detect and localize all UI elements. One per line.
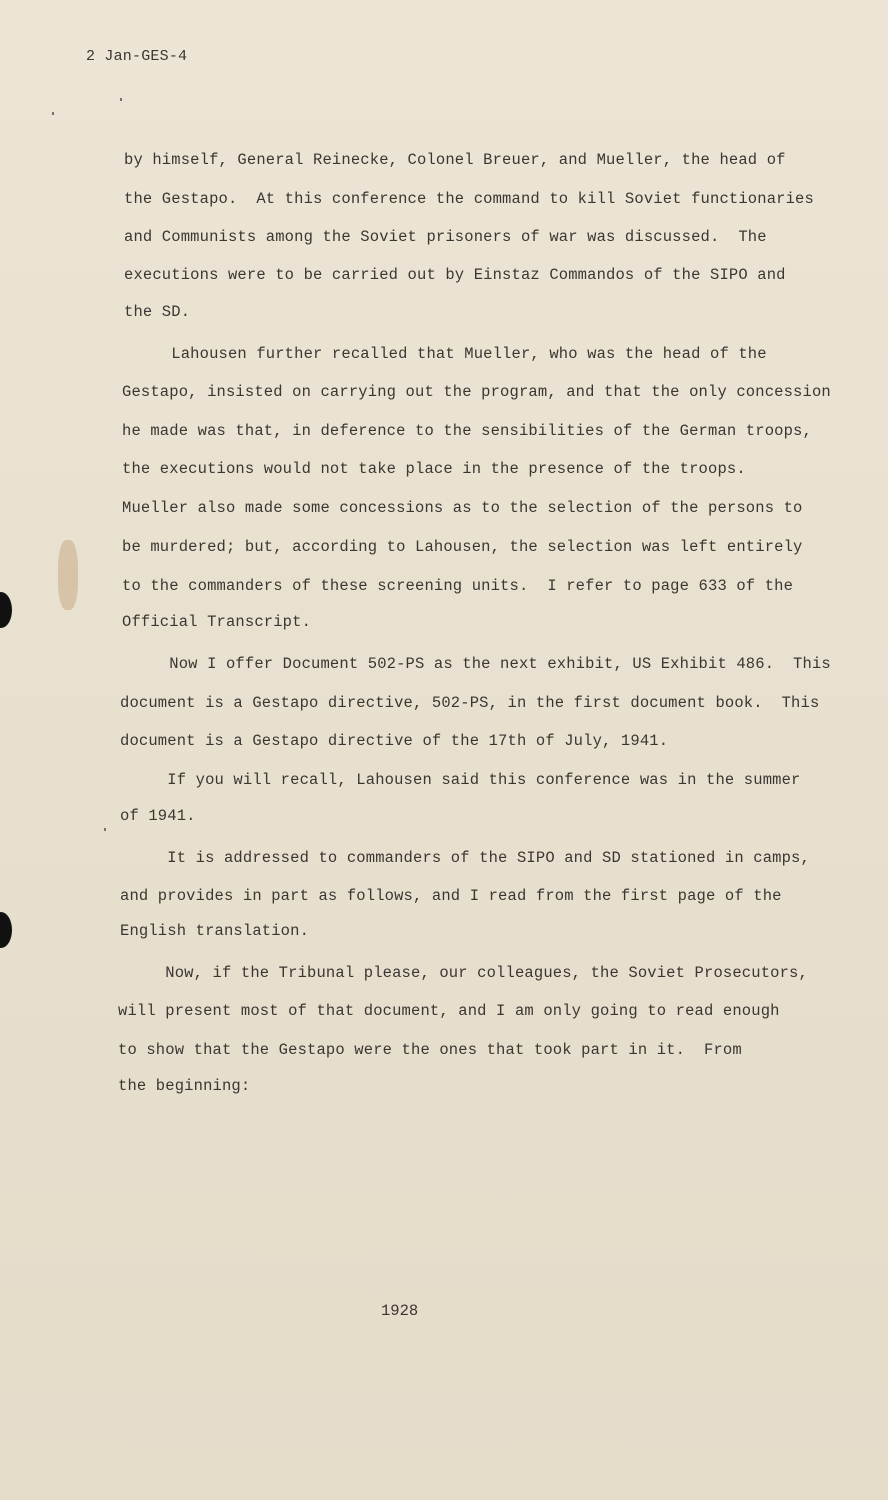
text-line: will present most of that document, and I am only going to read enough bbox=[118, 1002, 780, 1020]
text-line: Mueller also made some concessions as to the selection of the persons to bbox=[122, 499, 803, 517]
text-line: If you will recall, Lahousen said this conference was in the summer bbox=[120, 771, 801, 789]
text-line: Now, if the Tribunal please, our colleagues, the Soviet Prosecutors, bbox=[118, 964, 808, 982]
text-line: the Gestapo. At this conference the command to kill Soviet functionaries bbox=[124, 190, 814, 208]
text-line: to show that the Gestapo were the ones that took part in it. From bbox=[118, 1041, 742, 1059]
text-line: the SD. bbox=[124, 303, 191, 321]
binder-hole-bottom bbox=[0, 912, 12, 948]
text-line: It is addressed to commanders of the SIPO and SD stationed in camps, bbox=[120, 849, 810, 867]
text-line: to the commanders of these screening units. I refer to page 633 of the bbox=[122, 577, 794, 595]
text-line: Gestapo, insisted on carrying out the program, and that the only concession bbox=[122, 383, 831, 401]
text-line: and provides in part as follows, and I read from the first page of the bbox=[120, 887, 782, 905]
text-line: Official Transcript. bbox=[122, 613, 312, 631]
text-line: document is a Gestapo directive, 502-PS, in the first document book. This bbox=[120, 694, 820, 712]
document-reference-header: 2 Jan-GES-4 bbox=[86, 48, 188, 65]
binder-hole-top bbox=[0, 592, 12, 628]
paper-stain bbox=[58, 540, 78, 610]
text-line: by himself, General Reinecke, Colonel Breuer, and Mueller, the head of bbox=[124, 151, 786, 169]
paper-speck bbox=[52, 112, 54, 115]
paper-speck bbox=[104, 828, 106, 831]
text-line: English translation. bbox=[120, 922, 310, 940]
paper-speck bbox=[120, 98, 122, 101]
text-line: he made was that, in deference to the sensibilities of the German troops, bbox=[122, 422, 812, 440]
text-line: the executions would not take place in the presence of the troops. bbox=[122, 460, 746, 478]
text-line: the beginning: bbox=[118, 1077, 251, 1095]
text-line: Now I offer Document 502-PS as the next exhibit, US Exhibit 486. This bbox=[122, 655, 831, 673]
text-line: and Communists among the Soviet prisoners of war was discussed. The bbox=[124, 228, 767, 246]
text-line: Lahousen further recalled that Mueller, who was the head of the bbox=[124, 345, 767, 363]
page-number: 1928 bbox=[381, 1302, 419, 1320]
text-line: document is a Gestapo directive of the 17th of July, 1941. bbox=[120, 732, 669, 750]
text-line: be murdered; but, according to Lahousen, the selection was left entirely bbox=[122, 538, 803, 556]
text-line: executions were to be carried out by Einstaz Commandos of the SIPO and bbox=[124, 266, 786, 284]
text-line: of 1941. bbox=[120, 807, 196, 825]
